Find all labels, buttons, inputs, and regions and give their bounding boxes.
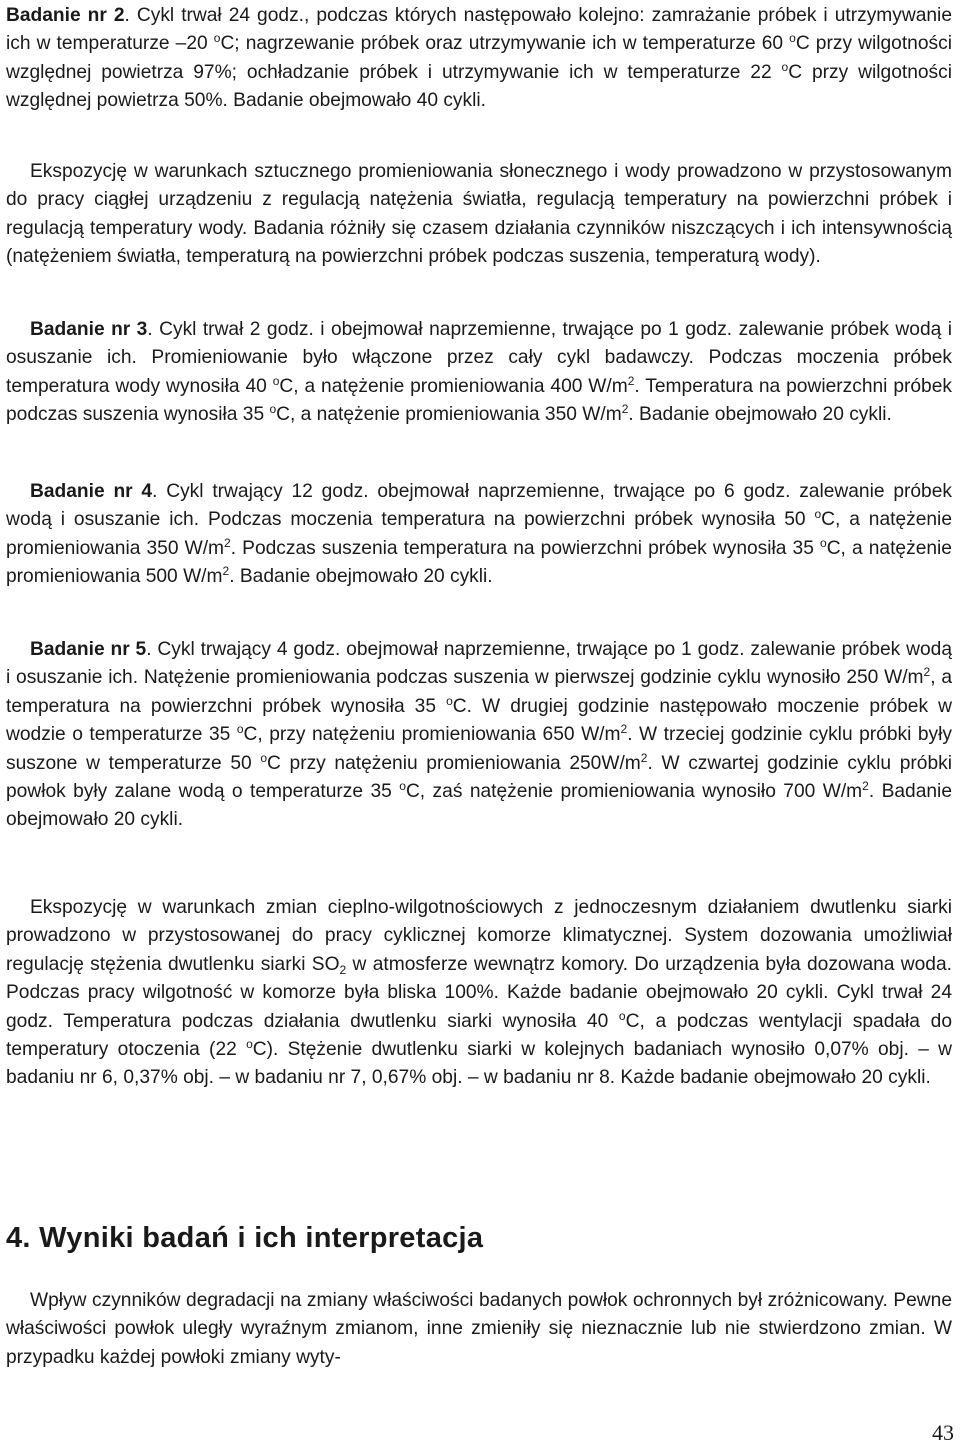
test-label: Badanie nr 2: [6, 5, 125, 26]
section-heading: 4. Wyniki badań i ich interpretacja: [6, 1222, 484, 1254]
paragraph-badanie-5: Badanie nr 5. Cykl trwający 4 godz. obejmował naprzemienne, trwające po 1 godz. zalewanie próbek wodą i osuszanie ich. Natężenie promieniowania podczas suszenia w pierwszej godzinie cyklu wynosiło 250 $W/m^2$, a temperatura na powierzchni próbek wynosiła 35 $^o$C. W drugiej godzinie następowało moczenie próbek w wodzie o temperaturze 35 $^o$C, przy natężeniu promieniowania 650 $W/m^2$. W trzeciej godzinie cyklu próbki były suszone w temperaturze 50 $^o$C przy natężeniu promieniowania $250W/m^2$. W czwartej godzinie cyklu próbki powłok były zalane wodą o temperaturze 35 $^o$C, zaś natężenie promieniowania wynosiło 700 $W/m^2$. Badanie obejmowało 20 cykli.: [6, 639, 952, 831]
test-label: Badanie nr 5: [30, 639, 147, 660]
paragraph-badanie-4: Badanie nr 4. Cykl trwający 12 godz. obejmował naprzemienne, trwające po 6 godz. zalewanie próbek wodą i osuszanie ich. Podczas moczenia temperatura na powierzchni próbek wynosiła 50 $^o$C, a natężenie promieniowania 350 $W/m^2$. Podczas suszenia temperatura na powierzchni próbek wynosiła 35 $^o$C, a natężenie promieniowania 500 $W/m^2$. Badanie obejmowało 20 cykli.: [6, 481, 952, 588]
paragraph-light-exposure: Ekspozycję w warunkach sztucznego promieniowania słonecznego i wody prowadzono w przystosowanym do pracy ciągłej urządzeniu z regulacją natężenia światła, regulacją temperatury na powierzchni próbek i regulacją temperatury wody. Badania różniły się czasem działania czynników niszczących i ich intensywnością (natężeniem światła, temperaturą na powierzchni próbek podczas suszenia, temperaturą wody).: [6, 161, 952, 268]
paragraph-badanie-2: Badanie nr 2. Cykl trwał 24 godz., podczas których następowało kolejno: zamrażanie próbek i utrzymywanie ich w temperaturze –20 $^o$C; nagrzewanie próbek oraz utrzymywanie ich w temperaturze 60 $^o$C przy wilgotności względnej powietrza 97%; ochładzanie próbek i utrzymywanie ich w temperaturze 22 $^o$C przy wilgotności względnej powietrza 50%. Badanie obejmowało 40 cykli.: [6, 5, 952, 112]
paragraph-badanie-3: Badanie nr 3. Cykl trwał 2 godz. i obejmował naprzemienne, trwające po 1 godz. zalewanie próbek wodą i osuszanie ich. Promieniowanie było włączone przez cały cykl badawczy. Podczas moczenia próbek temperatura wody wynosiła 40 $^o$C, a natężenie promieniowania 400 $W/m^2$. Temperatura na powierzchni próbek podczas suszenia wynosiła 35 $^o$C, a natężenie promieniowania 350 $W/m^2$. Badanie obejmowało 20 cykli.: [6, 319, 952, 426]
test-label: Badanie nr 3: [30, 319, 148, 340]
paragraph-so2-exposure: Ekspozycję w warunkach zmian cieplno-wilgotnościowych z jednoczesnym działaniem dwutlenku siarki prowadzono w przystosowanej do pracy cyklicznej komorze klimatycznej. System dozowania umożliwiał regulację stężenia dwutlenku siarki $SO_2$ w atmosferze wewnątrz komory. Do urządzenia była dozowana woda. Podczas pracy wilgotność w komorze była bliska 100%. Każde badanie obejmowało 20 cykli. Cykl trwał 24 godz. Temperatura podczas działania dwutlenku siarki wynosiła 40 $^o$C, a podczas wentylacji spadała do temperatury otoczenia (22 $^o$C). Stężenie dwutlenku siarki w kolejnych badaniach wynosiło 0,07% obj. – w badaniu nr 6, 0,37% obj. – w badaniu nr 7, 0,67% obj. – w badaniu nr 8. Każde badanie obejmowało 20 cykli.: [6, 897, 952, 1089]
test-label: Badanie nr 4: [30, 481, 153, 502]
page-number: 43: [932, 1420, 954, 1445]
paragraph-results-intro: Wpływ czynników degradacji na zmiany właściwości badanych powłok ochronnych był zróżnicowany. Pewne właściwości powłok uległy wyraźnym zmianom, inne zmieniły się nieznacznie lub nie stwierdzono zmian. W przypadku każdej powłoki zmiany wyty-: [6, 1290, 952, 1368]
